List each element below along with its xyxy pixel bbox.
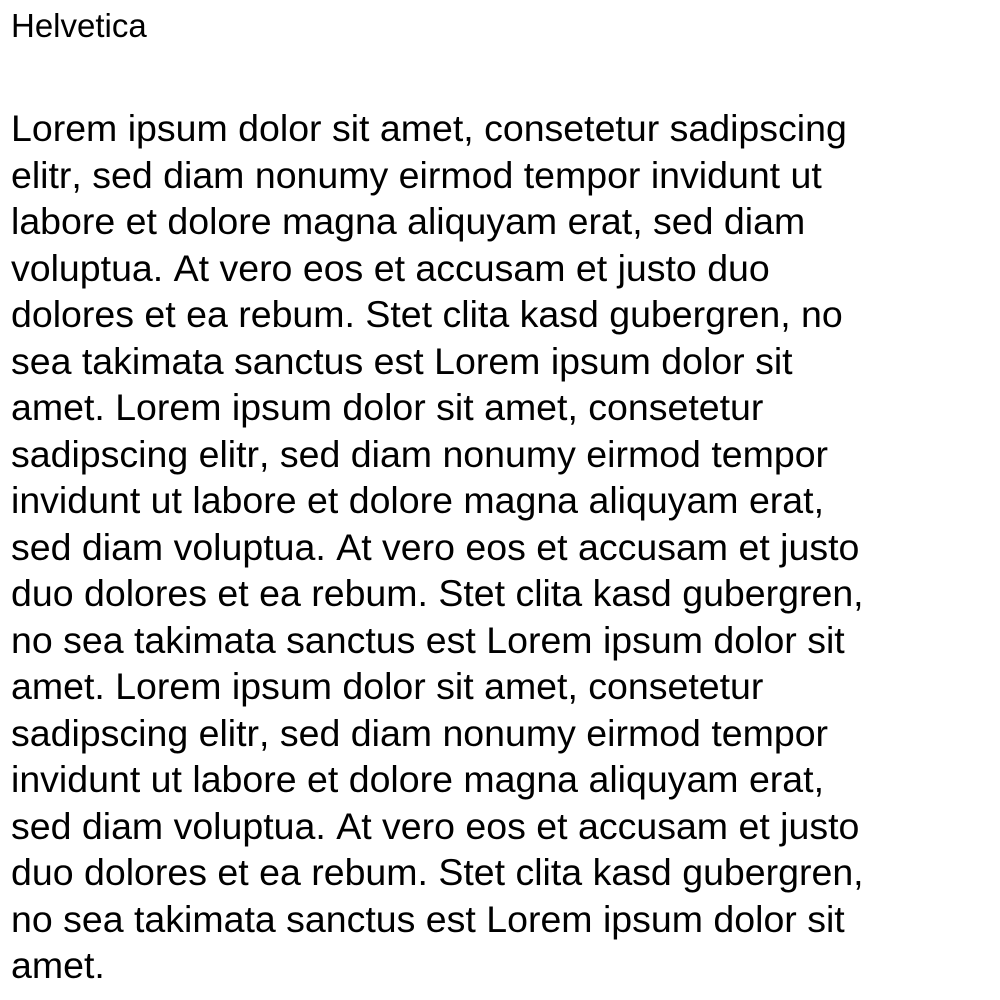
font-name-heading: Helvetica [11,7,147,44]
sample-text-paragraph: Lorem ipsum dolor sit amet, consetetur sadipscing elitr, sed diam nonumy eirmod tempor invidunt ut labore et dolore magna aliquyam erat, sed diam voluptua. At vero eos et accusam et justo duo dolores et ea rebum. Stet clita kasd gubergren, no sea takimata sanctus est Lorem ipsum dolor sit amet. Lorem ipsum dolor sit amet, consetetur sadipscing elitr, sed diam nonumy eirmod tempor invidunt ut labore et dolore magna aliquyam erat, sed diam voluptua. At vero eos et accusam et justo duo dolores et ea rebum. Stet clita kasd gubergren, no sea takimata sanctus est Lorem ipsum dolor sit amet. Lorem ipsum dolor sit amet, consetetur sadipscing elitr, sed diam nonumy eirmod tempor invidunt ut labore et dolore magna aliquyam erat, sed diam voluptua. At vero eos et accusam et justo duo dolores et ea rebum. Stet clita kasd gubergren, no sea takimata sanctus est Lorem ipsum dolor sit amet. [11,107,864,986]
